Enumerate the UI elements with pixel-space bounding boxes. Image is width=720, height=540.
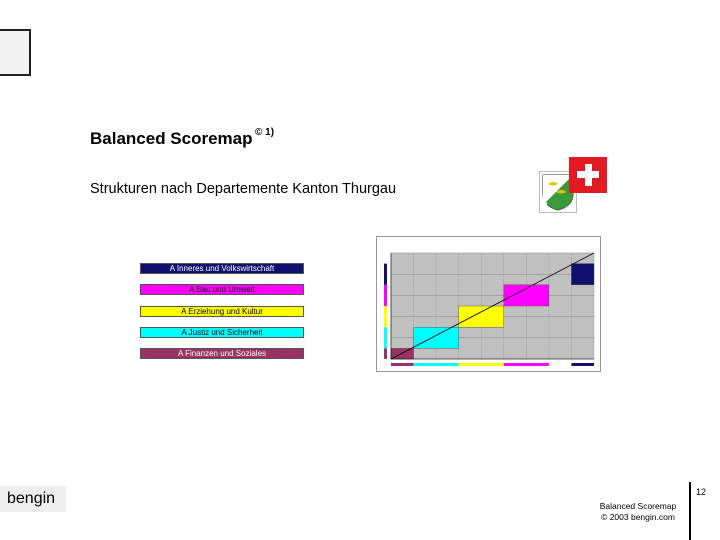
- x-axis-color-band: [571, 363, 594, 366]
- title-superscript: © 1): [255, 127, 275, 138]
- x-axis-color-band: [391, 363, 414, 366]
- legend-item-erziehung: A Erziehung und Kultur: [140, 306, 304, 317]
- legend-item-inneres: A Inneres und Volkswirtschaft: [140, 263, 304, 274]
- legend-item-finanzen: A Finanzen und Soziales: [140, 348, 304, 359]
- chart-block: [414, 327, 459, 348]
- y-axis-color-band: [384, 327, 387, 348]
- legend-item-justiz: A Justiz und Sicherheit: [140, 327, 304, 338]
- chart-block: [571, 264, 594, 285]
- bengin-logo: bengin: [0, 486, 66, 512]
- footer-caption: [590, 501, 686, 523]
- y-axis-color-band: [384, 264, 387, 285]
- x-axis-color-band: [414, 363, 459, 366]
- scoremap-chart-svg: [377, 237, 600, 371]
- swiss-flag-icon: [569, 157, 607, 193]
- page-number: 12: [696, 487, 707, 497]
- x-axis-color-band: [504, 363, 549, 366]
- chart-block: [459, 306, 504, 327]
- page-title: Balanced Scoremap: [90, 129, 253, 148]
- footer-line-1: Balanced Scoremap: [599, 501, 677, 511]
- footer-divider: [689, 482, 691, 540]
- y-axis-color-band: [384, 348, 387, 359]
- y-axis-color-band: [384, 306, 387, 327]
- scoremap-chart: [376, 236, 601, 372]
- footer-line-2: © 2003 bengin.com: [601, 512, 675, 522]
- x-axis-color-band: [459, 363, 504, 366]
- slide-thumbnail-frame: [0, 29, 31, 76]
- page-subtitle: Strukturen nach Departemente Kanton Thurgau: [90, 181, 397, 197]
- legend-item-bau: A Bau und Umwelt: [140, 284, 304, 295]
- y-axis-color-band: [384, 285, 387, 306]
